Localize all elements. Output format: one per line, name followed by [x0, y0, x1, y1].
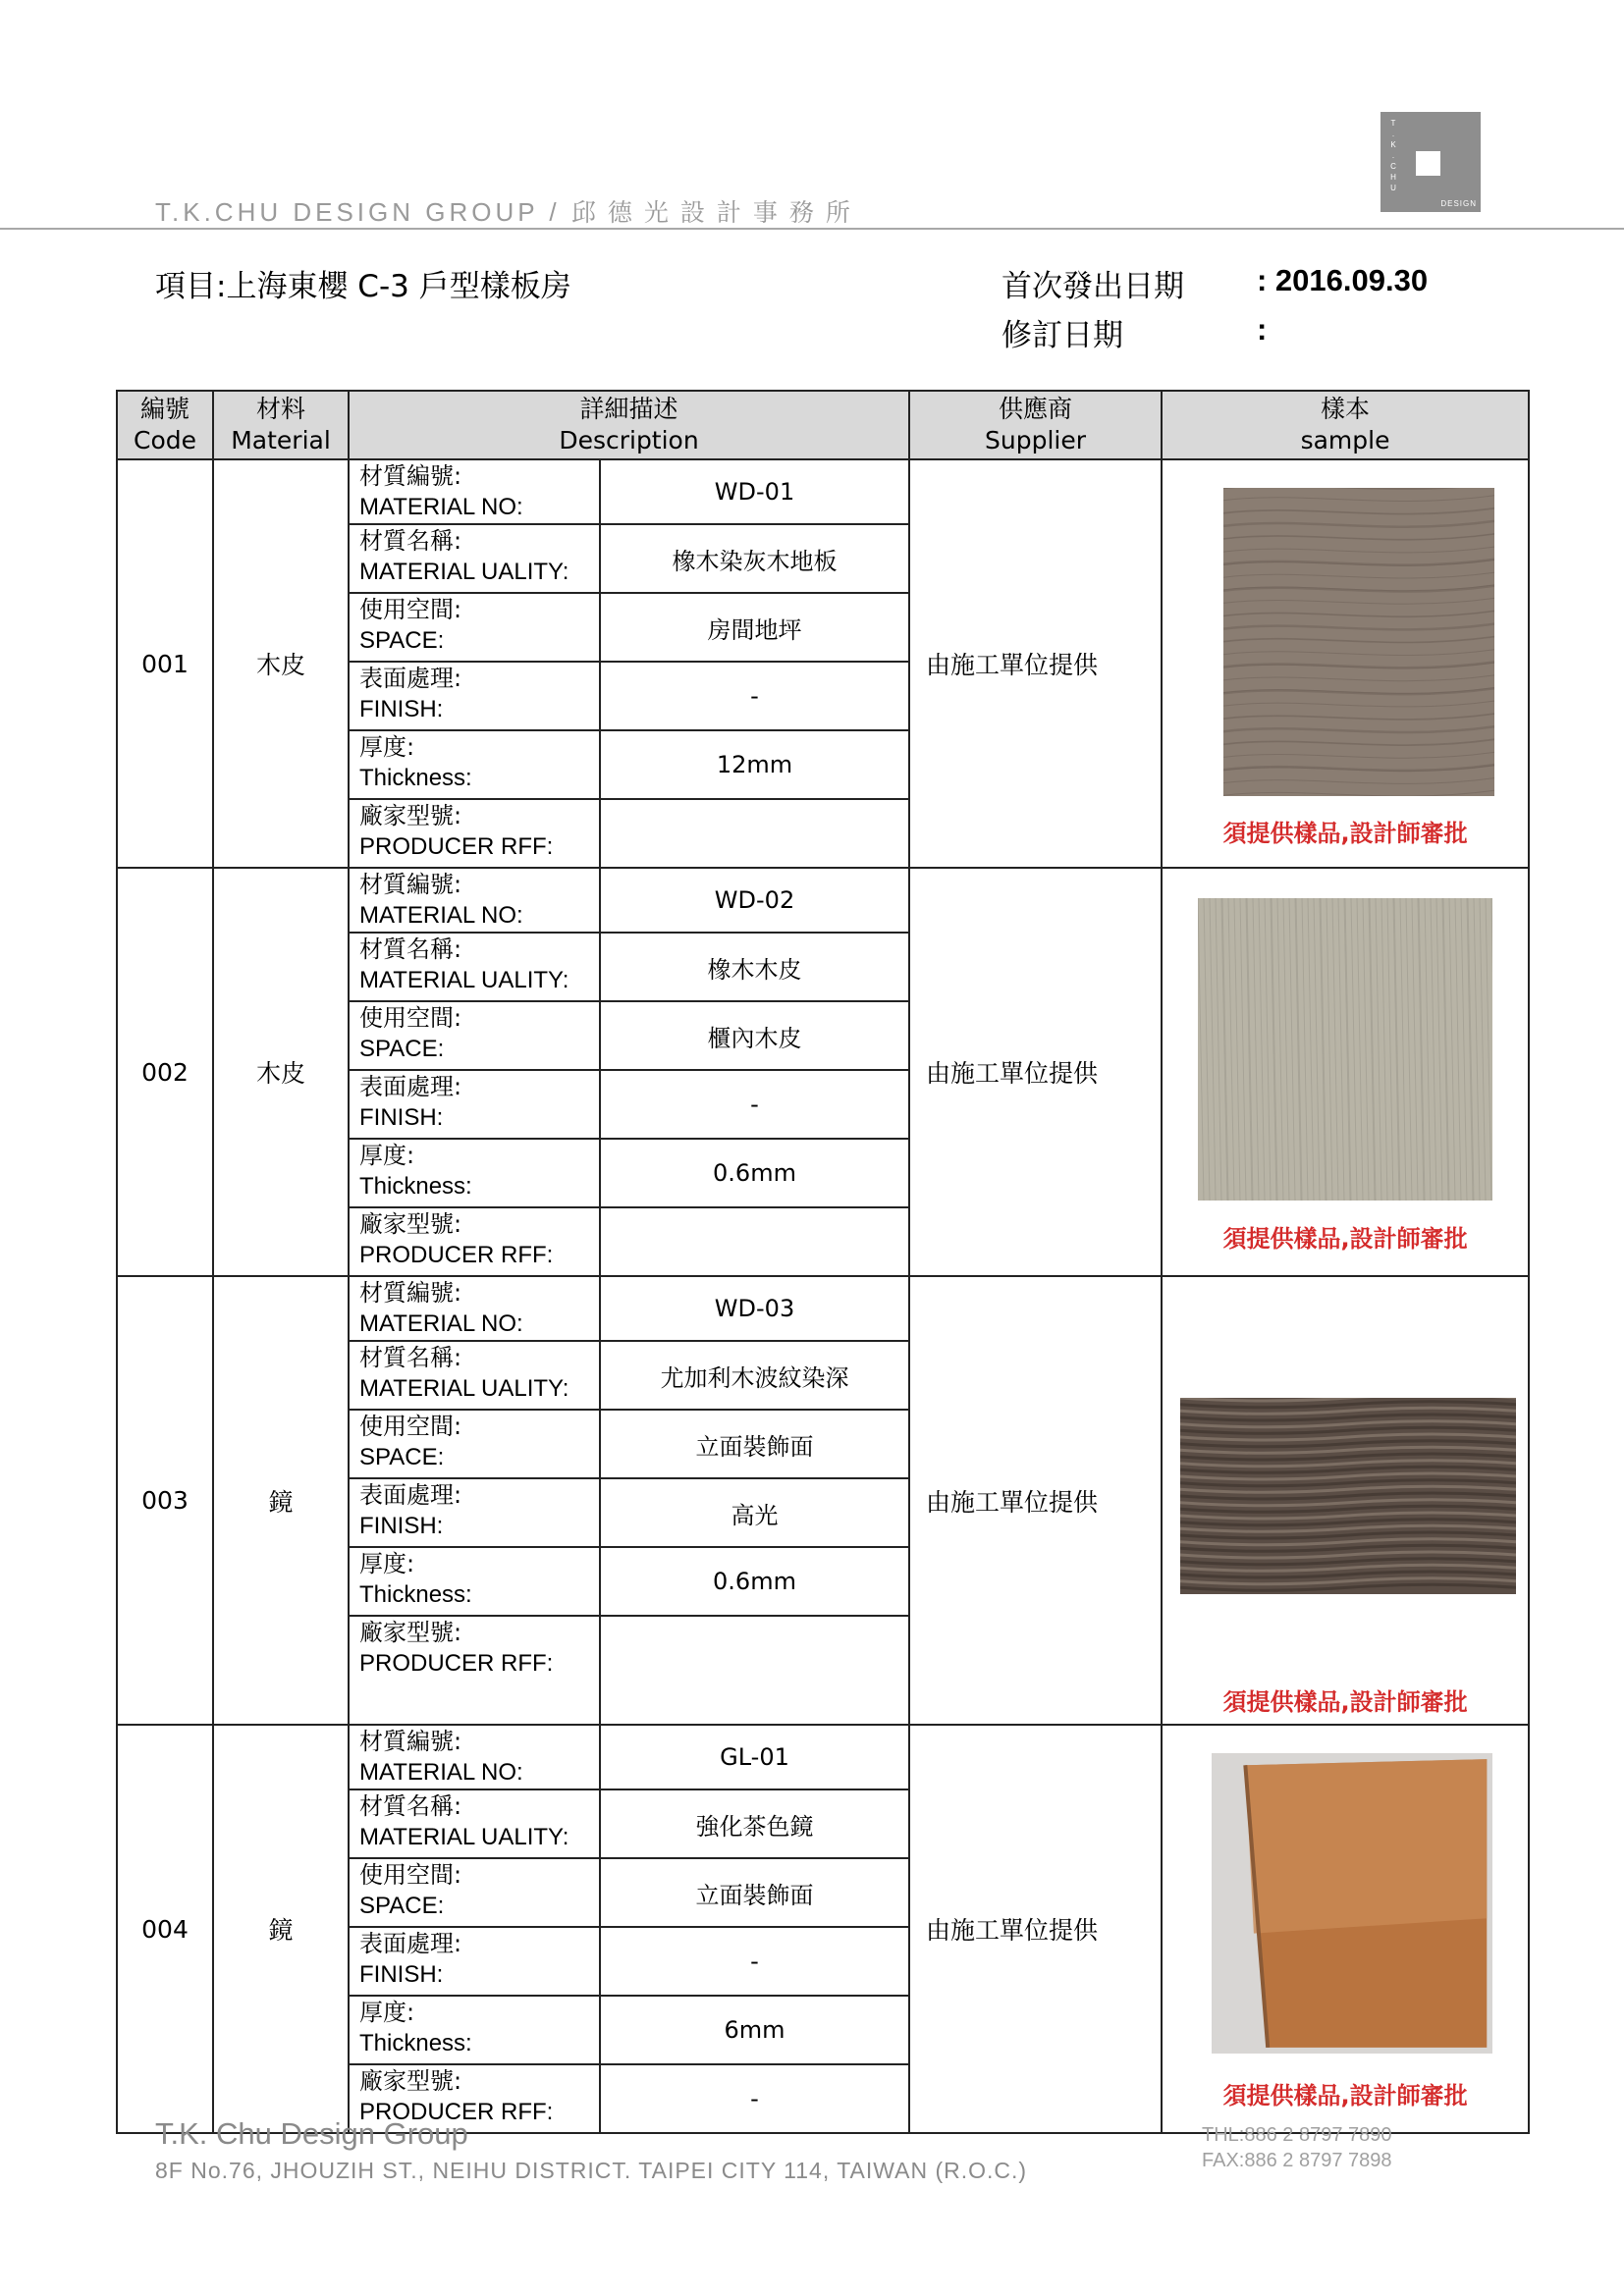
desc-label-cell	[349, 1725, 600, 1789]
desc-value-cell: WD-03	[600, 1276, 909, 1341]
desc-label-en: PRODUCER RFF:	[359, 2099, 554, 2125]
sample-swatch-image	[1223, 488, 1494, 800]
table-row	[117, 1276, 1529, 1341]
logo-design-text: DESIGN	[1440, 199, 1477, 208]
header-material: 材料 Material	[213, 391, 349, 459]
desc-label-cell	[349, 730, 600, 799]
desc-label-cell	[349, 1547, 600, 1616]
material-cell: 鏡	[213, 1725, 349, 2133]
desc-value-cell	[600, 799, 909, 868]
desc-label-cell	[349, 459, 600, 524]
desc-label-cell	[349, 933, 600, 1001]
desc-label-cn: 材質名稱:	[359, 935, 462, 963]
first-issue-date: : 2016.09.30	[1257, 263, 1429, 297]
table-row	[117, 459, 1529, 524]
sample-note: 須提供樣品,設計師審批	[1222, 820, 1468, 847]
sample-cell	[1162, 1276, 1529, 1725]
desc-label-en: FINISH:	[359, 1104, 444, 1131]
desc-label-en: PRODUCER RFF:	[359, 1242, 554, 1268]
desc-value-cell: 立面裝飾面	[600, 1858, 909, 1927]
desc-label-en: MATERIAL UALITY:	[359, 967, 569, 993]
desc-label-cell	[349, 524, 600, 593]
desc-label-cell	[349, 868, 600, 933]
code-cell: 004	[117, 1725, 213, 2133]
code-cell: 002	[117, 868, 213, 1276]
desc-label-cell	[349, 662, 600, 730]
desc-value-cell: WD-02	[600, 868, 909, 933]
footer-address: 8F No.76, JHOUZIH ST., NEIHU DISTRICT. TAIPEI CITY 114, TAIWAN (R.O.C.)	[155, 2158, 1028, 2183]
desc-value-cell: -	[600, 1927, 909, 1996]
desc-value-cell: GL-01	[600, 1725, 909, 1789]
footer-company: T.K. Chu Design Group	[155, 2116, 468, 2151]
desc-value-cell: 0.6mm	[600, 1547, 909, 1616]
desc-label-en: SPACE:	[359, 1893, 445, 1919]
desc-label-cell	[349, 1410, 600, 1478]
sample-note: 須提供樣品,設計師審批	[1222, 1225, 1468, 1253]
desc-value-cell: -	[600, 2064, 909, 2133]
desc-value-cell: -	[600, 662, 909, 730]
table-row	[117, 868, 1529, 933]
sample-cell	[1162, 868, 1529, 1276]
desc-value-cell: WD-01	[600, 459, 909, 524]
supplier-cell: 由施工單位提供	[909, 1725, 1162, 2133]
desc-label-cell	[349, 1927, 600, 1996]
material-cell: 木皮	[213, 459, 349, 868]
material-cell: 木皮	[213, 868, 349, 1276]
header-divider	[0, 228, 1624, 230]
desc-label-cell	[349, 1996, 600, 2064]
desc-value-cell: 0.6mm	[600, 1139, 909, 1207]
revision-label: 修訂日期	[1001, 318, 1123, 353]
desc-label-cn: 廠家型號:	[359, 802, 462, 829]
desc-value-cell: 櫃內木皮	[600, 1001, 909, 1070]
desc-label-en: MATERIAL NO:	[359, 1759, 523, 1786]
sample-swatch-image	[1180, 1398, 1516, 1598]
desc-value-cell: 高光	[600, 1478, 909, 1547]
desc-label-en: SPACE:	[359, 1036, 445, 1062]
supplier-cell: 由施工單位提供	[909, 868, 1162, 1276]
desc-label-cn: 廠家型號:	[359, 1210, 462, 1238]
company-name-en: T.K.CHU DESIGN GROUP /	[155, 197, 561, 227]
table-row	[117, 1725, 1529, 1789]
desc-value-cell: 12mm	[600, 730, 909, 799]
desc-label-en: Thickness:	[359, 1581, 472, 1608]
footer-fax: FAX:886 2 8797 7898	[1202, 2150, 1392, 2171]
logo-square-icon	[1416, 151, 1440, 176]
header-supplier: 供應商 Supplier	[909, 391, 1162, 459]
desc-label-cell	[349, 593, 600, 662]
desc-label-cell	[349, 799, 600, 868]
desc-label-en: PRODUCER RFF:	[359, 833, 554, 860]
desc-label-cell	[349, 1276, 600, 1341]
desc-label-cn: 使用空間:	[359, 1861, 462, 1889]
desc-label-cell	[349, 1789, 600, 1858]
desc-label-cn: 材質編號:	[359, 1728, 462, 1755]
desc-label-en: MATERIAL UALITY:	[359, 1824, 569, 1850]
sample-swatch-image	[1212, 1753, 1492, 2057]
code-cell: 003	[117, 1276, 213, 1725]
desc-value-cell: 橡木染灰木地板	[600, 524, 909, 593]
code-cell: 001	[117, 459, 213, 868]
sample-note: 須提供樣品,設計師審批	[1222, 1688, 1468, 1716]
desc-label-en: PRODUCER RFF:	[359, 1650, 554, 1677]
desc-label-cn: 材質名稱:	[359, 1792, 462, 1820]
desc-label-cn: 廠家型號:	[359, 2067, 462, 2095]
material-cell: 鏡	[213, 1276, 349, 1725]
desc-label-cell	[349, 1616, 600, 1725]
desc-value-cell: 尤加利木波紋染深	[600, 1341, 909, 1410]
supplier-cell: 由施工單位提供	[909, 1276, 1162, 1725]
desc-label-en: MATERIAL NO:	[359, 494, 523, 520]
desc-label-cell	[349, 1478, 600, 1547]
desc-label-cn: 使用空間:	[359, 1413, 462, 1440]
sample-note: 須提供樣品,設計師審批	[1222, 2082, 1468, 2109]
header-description: 詳細描述 Description	[349, 391, 909, 459]
desc-label-en: MATERIAL NO:	[359, 902, 523, 929]
desc-label-cell	[349, 1070, 600, 1139]
desc-label-cn: 厚度:	[359, 1142, 415, 1169]
footer-tel: THL:886 2 8797 7890	[1202, 2124, 1392, 2146]
desc-label-cn: 厚度:	[359, 733, 415, 761]
sample-swatch-image	[1198, 898, 1492, 1204]
desc-label-cn: 厚度:	[359, 1550, 415, 1577]
header-sample: 樣本 sample	[1162, 391, 1529, 459]
header-code: 編號 Code	[117, 391, 213, 459]
desc-label-en: FINISH:	[359, 696, 444, 722]
desc-label-cn: 材質編號:	[359, 871, 462, 898]
desc-label-cell	[349, 1139, 600, 1207]
desc-label-cn: 厚度:	[359, 1999, 415, 2026]
first-issue-label: 首次發出日期	[1001, 269, 1184, 304]
sample-cell	[1162, 459, 1529, 868]
desc-label-cn: 使用空間:	[359, 596, 462, 623]
desc-label-cn: 表面處理:	[359, 1073, 462, 1100]
desc-label-cell	[349, 1001, 600, 1070]
desc-value-cell: 強化茶色鏡	[600, 1789, 909, 1858]
desc-label-en: MATERIAL UALITY:	[359, 559, 569, 585]
desc-value-cell: 6mm	[600, 1996, 909, 2064]
desc-label-en: Thickness:	[359, 765, 472, 791]
desc-label-en: Thickness:	[359, 1173, 472, 1200]
desc-label-en: FINISH:	[359, 1513, 444, 1539]
desc-value-cell: -	[600, 1070, 909, 1139]
desc-label-cn: 使用空間:	[359, 1004, 462, 1032]
desc-label-cn: 表面處理:	[359, 665, 462, 692]
desc-value-cell: 立面裝飾面	[600, 1410, 909, 1478]
desc-label-cell	[349, 1858, 600, 1927]
desc-label-cn: 廠家型號:	[359, 1619, 462, 1646]
desc-label-cn: 材質名稱:	[359, 527, 462, 555]
material-spec-table	[116, 390, 1530, 2134]
table-header-row	[117, 391, 1529, 459]
desc-label-cn: 材質名稱:	[359, 1344, 462, 1371]
revision-date: :	[1257, 312, 1268, 347]
desc-label-en: MATERIAL UALITY:	[359, 1375, 569, 1402]
company-header	[155, 193, 862, 229]
desc-label-cell	[349, 1207, 600, 1276]
desc-label-en: SPACE:	[359, 1444, 445, 1470]
desc-value-cell: 房間地坪	[600, 593, 909, 662]
logo-vertical-text: T . K . C H U	[1390, 119, 1396, 192]
desc-label-cn: 材質編號:	[359, 462, 462, 490]
desc-label-en: SPACE:	[359, 627, 445, 654]
company-logo	[1380, 112, 1481, 212]
desc-label-cn: 材質編號:	[359, 1279, 462, 1307]
desc-label-en: Thickness:	[359, 2030, 472, 2056]
desc-label-cn: 表面處理:	[359, 1930, 462, 1957]
desc-label-en: MATERIAL NO:	[359, 1310, 523, 1337]
desc-value-cell	[600, 1616, 909, 1725]
supplier-cell: 由施工單位提供	[909, 459, 1162, 868]
sample-cell	[1162, 1725, 1529, 2133]
project-title: 項目:上海東櫻 C-3 戶型樣板房	[155, 269, 571, 304]
desc-label-cn: 表面處理:	[359, 1481, 462, 1509]
desc-label-cell	[349, 1341, 600, 1410]
desc-value-cell: 橡木木皮	[600, 933, 909, 1001]
company-name-cn: 邱德光設計事務所	[570, 198, 862, 227]
desc-label-en: FINISH:	[359, 1961, 444, 1988]
desc-value-cell	[600, 1207, 909, 1276]
